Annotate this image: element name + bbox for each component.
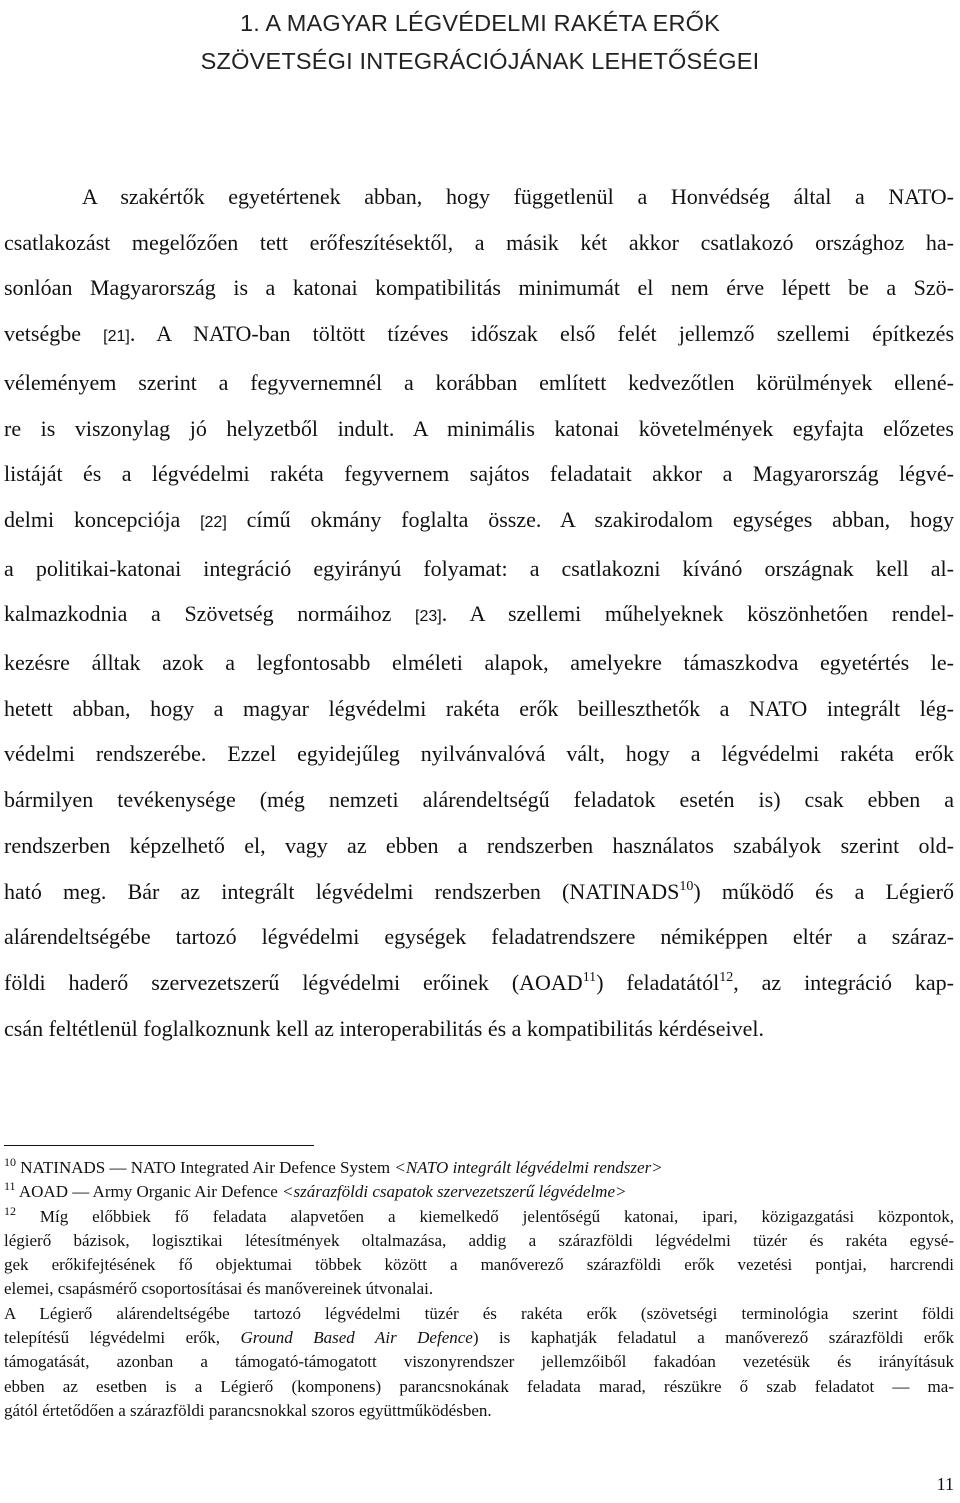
- footnote-separator: [4, 1145, 314, 1146]
- body-paragraph: [4, 174, 954, 1051]
- text-span: vetségbe: [4, 321, 104, 347]
- text-span: AOAD — Army Organic Air Defence: [15, 1182, 282, 1202]
- body-line: csán feltétlenül foglalkoznunk kell az interoperabilitás és a kompatibilitás kérdéseivel.: [4, 1015, 764, 1041]
- body-line: re is viszonylag jó helyzetből indult. A minimális katonai követelmények egyfajta előzetes: [4, 415, 954, 441]
- text-span: földi haderő szervezetszerű légvédelmi erőinek (AOAD: [4, 969, 583, 995]
- text-span: ) működő és a Légierő: [693, 878, 955, 904]
- footnote-marker[interactable]: 12: [719, 969, 734, 985]
- body-line: [4, 869, 954, 915]
- italic-term: Ground Based Air Defence: [240, 1328, 473, 1348]
- body-line: A szakértők egyetértenek abban, hogy függetlenül a Honvédség által a NATO-: [82, 184, 954, 209]
- footnote-line: ebben az esetben is a Légierő (komponens) parancsnokának feladata marad, részükre ő szab feladatot — ma-: [4, 1376, 954, 1396]
- text-span: , az integráció kap-: [733, 969, 955, 995]
- footnote-12: [4, 1205, 954, 1229]
- footnote-line: támogatását, azonban a támogató-támogatott viszonyrendszer jellemzőiből fakadóan vezetésük és irányításuk: [4, 1352, 954, 1372]
- heading-line-1: 1. A MAGYAR LÉGVÉDELMI RAKÉTA ERŐK: [239, 10, 720, 36]
- footnote-number: 10: [4, 1155, 16, 1169]
- footnote-line: A Légierő alárendeltségébe tartozó légvédelmi tüzér és rakéta erők (szövetségi terminológia szerint földi: [4, 1303, 954, 1323]
- footnote-line: elemei, csapásmérő csoportosításai és manővereinek útvonalai.: [4, 1279, 434, 1299]
- footnotes: [4, 1156, 954, 1423]
- body-line: védelmi rendszerébe. Ezzel egyidejűleg nyilvánvalóvá vált, hogy a légvédelmi rakéta erők: [4, 741, 954, 767]
- translation-text: <NATO integrált légvédelmi rendszer>: [394, 1158, 663, 1177]
- text-span: Míg előbbiek fő feladata alapvetően a kiemelkedő jelentőségű katonai, ipari, közigazgatási központok,: [16, 1206, 954, 1226]
- body-line: [4, 591, 954, 640]
- text-span: kalmazkodnia a Szövetség normáihoz: [4, 601, 416, 627]
- body-line: rendszerben képzelhető el, vagy az ebben a rendszerben használatos szabályok szerint old-: [4, 832, 954, 858]
- body-line: [4, 497, 954, 546]
- text-span: telepítésű légvédelmi erők,: [4, 1328, 241, 1348]
- body-line: bármilyen tevékenysége (még nemzeti alárendeltségű feladatok esetén is) csak ebben a: [4, 787, 954, 813]
- page-number: 11: [936, 1474, 954, 1494]
- text-span: ) is kaphatják feladatul a manőverező szárazföldi erők: [472, 1328, 955, 1348]
- body-line: véleményem szerint a fegyvernemnél a korábban említett kedvezőtlen körülmények ellené-: [4, 369, 954, 395]
- citation-ref: [21]: [103, 328, 130, 346]
- text-span: NATINADS — NATO Integrated Air Defence System: [16, 1158, 395, 1177]
- footnote-11: [4, 1180, 954, 1204]
- footnote-line: [4, 1326, 954, 1350]
- footnote-marker[interactable]: 11: [582, 969, 597, 985]
- text-span: ) feladatától: [596, 969, 720, 995]
- body-line: alárendeltségébe tartozó légvédelmi egységek feladatrendszere némiképpen eltér a száraz-: [4, 924, 954, 950]
- chapter-heading: [0, 4, 960, 80]
- footnote-line: légierő bázisok, logisztikai létesítmények oltalmazása, addig a szárazföldi légvédelmi tüzér és rakéta egysé-: [4, 1230, 954, 1250]
- text-span: . A NATO-ban töltött tízéves időszak első felét jellemző szellemi építkezés: [129, 321, 955, 347]
- heading-line-2: SZÖVETSÉGI INTEGRÁCIÓJÁNAK LEHETŐSÉGEI: [200, 48, 760, 74]
- body-line: [4, 311, 954, 360]
- footnote-10: [4, 1156, 954, 1180]
- citation-ref: [22]: [200, 513, 227, 531]
- body-line: listáját és a légvédelmi rakéta fegyvernem sajátos feladatait akkor a Magyarország légvé-: [4, 461, 954, 487]
- footnote-number: 11: [4, 1179, 16, 1194]
- body-line: kezésre álltak azok a legfontosabb elméleti alapok, amelyekre támaszkodva egyetértés le-: [4, 650, 954, 676]
- body-line: a politikai-katonai integráció egyirányú folyamat: a csatlakozni kívánó országnak kell al-: [4, 555, 954, 581]
- text-span: ható meg. Bár az integrált légvédelmi rendszerben (NATINADS: [4, 878, 680, 904]
- body-line: hetett abban, hogy a magyar légvédelmi rakéta erők beilleszthetők a NATO integrált lég-: [4, 695, 954, 721]
- body-line: csatlakozást megelőzően tett erőfeszítésektől, a másik két akkor csatlakozó országhoz ha-: [4, 229, 954, 255]
- text-span: . A szellemi műhelyeknek köszönhetően rendel-: [441, 601, 954, 627]
- footnote-number: 12: [4, 1203, 16, 1218]
- text-span: delmi koncepciója: [4, 506, 201, 532]
- text-span: című okmány foglalta össze. A szakirodalom egységes abban, hogy: [226, 506, 954, 532]
- footnote-line: gától értetődően a szárazföldi parancsnokkal szoros együttműködésben.: [4, 1400, 492, 1420]
- translation-text: <szárazföldi csapatok szervezetszerű légvédelme>: [282, 1182, 627, 1202]
- citation-ref: [23]: [415, 608, 442, 626]
- footnote-line: gek erőkifejtésének fő objektumai többek között a manőverező szárazföldi erők vezetési pontjai, harcrendi: [4, 1255, 954, 1275]
- footnote-marker[interactable]: 10: [679, 878, 694, 894]
- body-line: [4, 960, 954, 1006]
- body-line: sonlóan Magyarország is a katonai kompatibilitás minimumát el nem érve lépett be a Szö-: [4, 275, 954, 301]
